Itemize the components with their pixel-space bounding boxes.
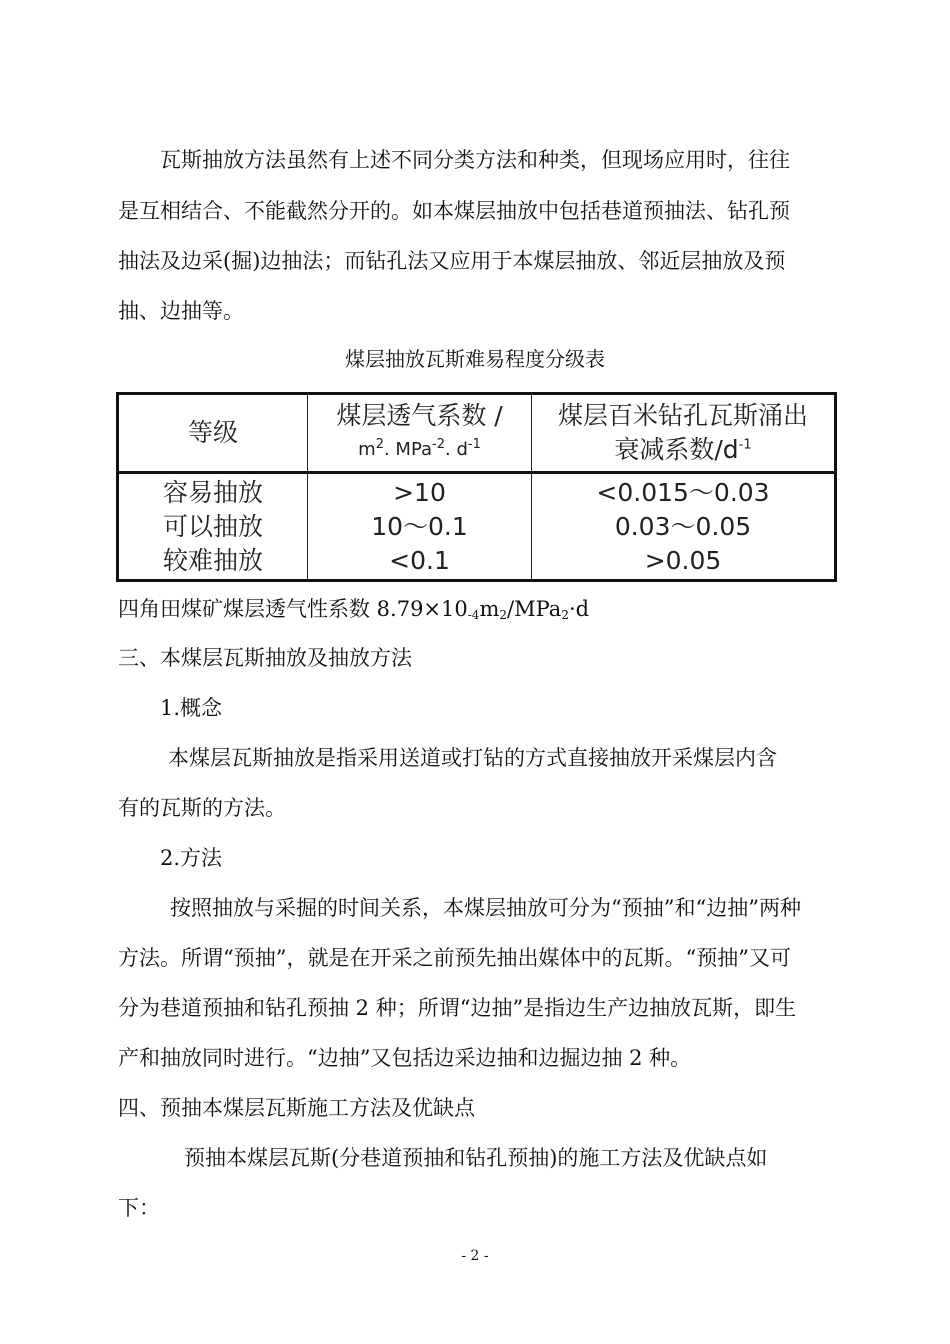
- table-body-row: [118, 473, 836, 581]
- unit-sup: 2: [375, 437, 384, 452]
- paragraph-line: 是互相结合、不能截然分开的。如本煤层抽放中包括巷道预抽法、钻孔预: [118, 199, 790, 223]
- section3-subheading-concept: 1.概念: [160, 696, 223, 720]
- paragraph-line: 本煤层瓦斯抽放是指采用送道或打钻的方式直接抽放开采煤层内含: [168, 746, 777, 770]
- paragraph-line: 下：: [118, 1196, 160, 1220]
- header-grade: 等级: [118, 394, 308, 473]
- unit-sup: -2: [432, 437, 445, 452]
- paragraph-line: 抽法及边采(掘)边抽法；而钻孔法又应用于本煤层抽放、邻近层抽放及预: [118, 249, 786, 273]
- grade-cell: 容易抽放: [162, 477, 263, 507]
- note-unit: /MPa: [507, 597, 562, 621]
- header-decay-line1: 煤层百米钻孔瓦斯涌出: [557, 401, 808, 430]
- section3-subheading-method: 2.方法: [160, 846, 223, 870]
- header-decay: [532, 394, 836, 473]
- grade-column: [118, 473, 308, 581]
- header-permeability-line1: 煤层透气系数 /: [336, 401, 503, 430]
- unit-sup: -1: [467, 437, 481, 452]
- permeability-cell: >10: [393, 477, 446, 507]
- paragraph-line: 瓦斯抽放方法虽然有上述不同分类方法和种类，但现场应用时，往往: [160, 148, 790, 172]
- permeability-note: [118, 594, 832, 624]
- note-unit-sub: 2: [561, 608, 569, 622]
- paragraph-line: 预抽本煤层瓦斯(分巷道预抽和钻孔预抽)的施工方法及优缺点如: [184, 1146, 768, 1170]
- paragraph-line: 有的瓦斯的方法。: [118, 796, 286, 820]
- unit-part: . d: [445, 439, 468, 460]
- decay-cell: 0.03～0.05: [614, 511, 752, 541]
- note-text: 四角田煤矿煤层透气性系数 8.79×10: [118, 597, 468, 621]
- section3-heading: 三、本煤层瓦斯抽放及抽放方法: [118, 646, 412, 670]
- decay-cell: >0.05: [644, 545, 722, 575]
- header-permeability-unit: [308, 433, 531, 467]
- grade-cell: 可以抽放: [162, 511, 263, 541]
- note-unit-sub: 2: [499, 608, 508, 622]
- grade-table: [116, 392, 837, 582]
- header-permeability: [308, 394, 532, 473]
- decay-cell: <0.015～0.03: [596, 477, 770, 507]
- header-decay-line2: [532, 433, 834, 467]
- section4-heading: 四、预抽本煤层瓦斯施工方法及优缺点: [118, 1096, 475, 1120]
- decay-column: [532, 473, 836, 581]
- page-number: - 2 -: [461, 1248, 489, 1264]
- decay-unit-sup: -1: [738, 437, 752, 453]
- paragraph-line: 抽、边抽等。: [118, 299, 244, 323]
- paragraph-line: 产和抽放同时进行。“边抽”又包括边采边抽和边掘边抽 2 种。: [118, 1046, 692, 1070]
- unit-part: m: [358, 439, 376, 460]
- decay-unit: 衰减系数/d: [614, 435, 739, 464]
- grade-cell: 较难抽放: [162, 545, 263, 575]
- permeability-column: [308, 473, 532, 581]
- paragraph-line: 方法。所谓“预抽”，就是在开采之前预先抽出媒体中的瓦斯。“预抽”又可: [118, 946, 791, 970]
- note-unit: m: [479, 597, 500, 621]
- unit-part: . MPa: [383, 439, 433, 460]
- permeability-cell: <0.1: [389, 545, 450, 575]
- table-header-row: [118, 394, 836, 473]
- paragraph-line: 分为巷道预抽和钻孔预抽 2 种；所谓“边抽”是指边生产边抽放瓦斯，即生: [118, 996, 797, 1020]
- note-unit: ·d: [568, 597, 590, 621]
- paragraph-line: 按照抽放与采掘的时间关系，本煤层抽放可分为“预抽”和“边抽”两种: [170, 896, 801, 920]
- table-caption: 煤层抽放瓦斯难易程度分级表: [345, 347, 605, 371]
- permeability-cell: 10～0.1: [371, 511, 468, 541]
- note-exponent: -4: [467, 608, 480, 622]
